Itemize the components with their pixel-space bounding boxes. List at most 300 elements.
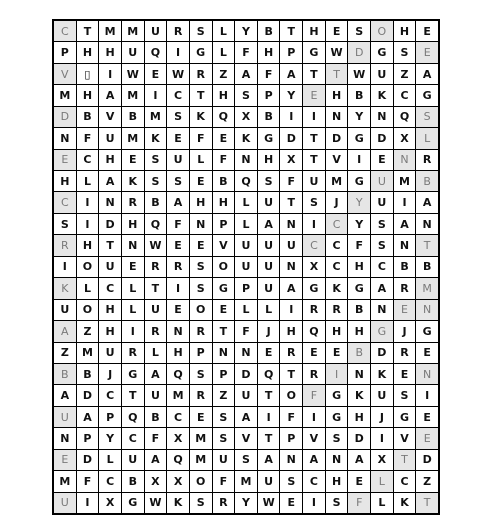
grid-cell: N (190, 214, 212, 234)
grid-cell: S (145, 150, 167, 170)
grid-cell: H (394, 21, 416, 41)
grid-cell: G (371, 42, 393, 62)
grid-cell: C (303, 235, 325, 255)
grid-cell: Y (348, 214, 370, 234)
grid-cell: O (190, 471, 212, 491)
grid-cell: G (348, 171, 370, 191)
grid-cell: H (348, 321, 370, 341)
grid-cell: B (122, 107, 144, 127)
grid-cell: Z (394, 64, 416, 84)
grid-cell: X (394, 128, 416, 148)
grid-cell: H (122, 214, 144, 234)
grid-cell: S (371, 214, 393, 234)
grid-cell: D (235, 364, 257, 384)
grid-cell: H (280, 321, 302, 341)
grid-cell: L (213, 21, 235, 41)
grid-cell: E (348, 471, 370, 491)
grid-cell: B (348, 300, 370, 320)
grid-cell: S (326, 428, 348, 448)
grid-cell: S (54, 214, 76, 234)
grid-cell: H (213, 192, 235, 212)
grid-cell: P (258, 85, 280, 105)
grid-cell: G (258, 128, 280, 148)
grid-cell: I (416, 385, 438, 405)
grid-cell: Z (54, 343, 76, 363)
grid-cell: S (190, 493, 212, 513)
grid-cell: B (258, 21, 280, 41)
grid-cell: I (258, 407, 280, 427)
grid-cell: I (303, 407, 325, 427)
grid-cell: K (190, 107, 212, 127)
grid-cell: H (348, 257, 370, 277)
grid-cell: L (258, 300, 280, 320)
grid-cell: I (394, 192, 416, 212)
grid-cell: H (77, 42, 99, 62)
grid-cell: A (235, 407, 257, 427)
grid-cell: B (77, 364, 99, 384)
grid-cell: W (348, 64, 370, 84)
grid-cell: O (190, 300, 212, 320)
grid-cell: N (280, 450, 302, 470)
grid-cell: P (280, 428, 302, 448)
grid-cell: G (122, 364, 144, 384)
grid-cell: R (122, 192, 144, 212)
grid-cell: C (167, 407, 189, 427)
grid-cell: N (235, 343, 257, 363)
grid-cell: B (416, 257, 438, 277)
grid-cell: J (326, 192, 348, 212)
grid-cell: R (145, 257, 167, 277)
grid-cell: D (371, 343, 393, 363)
grid-cell: M (145, 107, 167, 127)
grid-cell: G (213, 278, 235, 298)
grid-cell: H (303, 21, 325, 41)
grid-cell: B (348, 85, 370, 105)
grid-cell: A (303, 450, 325, 470)
grid-cell: I (326, 364, 348, 384)
grid-cell: R (122, 343, 144, 363)
grid-cell: C (394, 85, 416, 105)
grid-cell: T (416, 235, 438, 255)
grid-cell: L (122, 300, 144, 320)
grid-cell: A (145, 364, 167, 384)
grid-cell: U (213, 450, 235, 470)
grid-cell: C (122, 428, 144, 448)
grid-cell: F (303, 385, 325, 405)
grid-cell: Y (235, 21, 257, 41)
grid-cell: I (371, 428, 393, 448)
grid-cell: C (326, 214, 348, 234)
grid-cell: G (416, 85, 438, 105)
grid-cell: L (190, 150, 212, 170)
grid-cell: S (348, 21, 370, 41)
grid-cell: L (145, 343, 167, 363)
grid-cell: P (213, 364, 235, 384)
grid-cell: L (77, 278, 99, 298)
grid-cell: R (145, 321, 167, 341)
grid-cell: M (77, 343, 99, 363)
grid-cell: I (77, 214, 99, 234)
grid-cell: E (122, 257, 144, 277)
grid-cell: X (167, 471, 189, 491)
grid-cell: H (213, 85, 235, 105)
grid-cell: I (303, 214, 325, 234)
grid-cell: I (99, 64, 121, 84)
grid-cell: B (348, 343, 370, 363)
grid-cell: D (77, 450, 99, 470)
grid-cell: V (326, 150, 348, 170)
grid-cell: G (190, 42, 212, 62)
grid-cell: L (371, 493, 393, 513)
grid-cell: ▯ (77, 64, 99, 84)
grid-cell: C (54, 192, 76, 212)
grid-cell: S (167, 171, 189, 191)
grid-cell: V (54, 64, 76, 84)
grid-cell: T (326, 64, 348, 84)
grid-cell: R (190, 321, 212, 341)
grid-cell: U (99, 257, 121, 277)
grid-cell: U (54, 493, 76, 513)
grid-cell: R (280, 343, 302, 363)
grid-cell: M (394, 171, 416, 191)
grid-cell: X (145, 471, 167, 491)
grid-cell: J (99, 364, 121, 384)
grid-cell: I (122, 321, 144, 341)
grid-cell: I (303, 107, 325, 127)
grid-cell: N (326, 107, 348, 127)
grid-cell: K (167, 493, 189, 513)
grid-cell: Q (213, 107, 235, 127)
grid-cell: W (122, 64, 144, 84)
grid-cell: N (416, 300, 438, 320)
grid-cell: A (416, 64, 438, 84)
grid-cell: X (167, 428, 189, 448)
grid-cell: Y (280, 85, 302, 105)
grid-cell: Y (99, 428, 121, 448)
grid-cell: F (77, 128, 99, 148)
grid-cell: H (99, 321, 121, 341)
grid-cell: S (394, 385, 416, 405)
grid-cell: W (258, 493, 280, 513)
grid-cell: E (122, 150, 144, 170)
grid-cell: G (326, 407, 348, 427)
grid-cell: C (99, 278, 121, 298)
grid-cell: U (371, 64, 393, 84)
grid-cell: X (280, 150, 302, 170)
grid-cell: L (213, 42, 235, 62)
grid-cell: J (394, 321, 416, 341)
grid-cell: S (280, 471, 302, 491)
grid-cell: T (416, 493, 438, 513)
grid-cell: N (54, 128, 76, 148)
grid-cell: L (416, 128, 438, 148)
grid-cell: N (54, 428, 76, 448)
grid-cell: T (190, 85, 212, 105)
grid-cell: I (54, 257, 76, 277)
grid-cell: T (280, 192, 302, 212)
grid-cell: G (303, 278, 325, 298)
grid-cell: E (416, 407, 438, 427)
grid-cell: B (416, 171, 438, 191)
grid-cell: A (416, 192, 438, 212)
grid-cell: T (280, 21, 302, 41)
grid-cell: N (99, 192, 121, 212)
grid-cell: O (77, 300, 99, 320)
grid-cell: Z (416, 471, 438, 491)
grid-cell: Q (167, 364, 189, 384)
grid-cell: E (213, 128, 235, 148)
grid-cell: E (190, 235, 212, 255)
grid-cell: F (213, 150, 235, 170)
grid-cell: H (99, 42, 121, 62)
grid-cell: S (145, 171, 167, 191)
grid-cell: D (54, 107, 76, 127)
grid-cell: G (326, 385, 348, 405)
grid-cell: F (280, 407, 302, 427)
grid-cell: U (122, 42, 144, 62)
grid-cell: K (371, 364, 393, 384)
grid-cell: A (54, 321, 76, 341)
grid-cell: G (394, 407, 416, 427)
grid-cell: E (326, 21, 348, 41)
grid-cell: R (190, 64, 212, 84)
grid-cell: T (213, 321, 235, 341)
grid-cell: R (54, 235, 76, 255)
grid-cell: K (326, 278, 348, 298)
grid-cell: O (371, 21, 393, 41)
grid-cell: K (145, 128, 167, 148)
grid-cell: Y (348, 107, 370, 127)
grid-cell: Q (167, 450, 189, 470)
grid-cell: N (394, 235, 416, 255)
grid-cell: U (145, 300, 167, 320)
grid-cell: N (280, 257, 302, 277)
grid-cell: E (303, 85, 325, 105)
grid-cell: D (77, 385, 99, 405)
grid-cell: I (303, 493, 325, 513)
grid-cell: F (258, 64, 280, 84)
grid-cell: M (167, 385, 189, 405)
grid-cell: L (235, 192, 257, 212)
grid-cell: K (394, 493, 416, 513)
grid-cell: B (213, 171, 235, 191)
grid-cell: T (258, 428, 280, 448)
grid-cell: D (280, 128, 302, 148)
grid-cell: Y (235, 493, 257, 513)
grid-cell: Y (348, 192, 370, 212)
grid-cell: R (326, 300, 348, 320)
grid-cell: K (371, 85, 393, 105)
grid-cell: H (77, 235, 99, 255)
grid-cell: V (303, 428, 325, 448)
grid-cell: A (258, 450, 280, 470)
grid-cell: A (280, 64, 302, 84)
grid-cell: E (167, 235, 189, 255)
grid-cell: E (394, 300, 416, 320)
grid-cell: X (99, 493, 121, 513)
grid-cell: I (77, 493, 99, 513)
grid-cell: W (145, 493, 167, 513)
grid-cell: W (326, 42, 348, 62)
grid-cell: B (145, 192, 167, 212)
grid-cell: N (348, 364, 370, 384)
grid-cell: H (348, 407, 370, 427)
grid-cell: T (303, 150, 325, 170)
grid-cell: U (235, 385, 257, 405)
grid-cell: N (416, 364, 438, 384)
grid-cell: C (99, 385, 121, 405)
grid-cell: F (348, 235, 370, 255)
grid-cell: M (326, 171, 348, 191)
grid-cell: H (326, 471, 348, 491)
grid-cell: E (190, 171, 212, 191)
grid-cell: U (54, 407, 76, 427)
grid-cell: N (167, 321, 189, 341)
grid-cell: F (190, 128, 212, 148)
grid-cell: U (258, 257, 280, 277)
grid-cell: S (258, 171, 280, 191)
grid-cell: R (167, 257, 189, 277)
grid-cell: R (394, 343, 416, 363)
grid-cell: M (122, 21, 144, 41)
grid-cell: W (167, 64, 189, 84)
grid-cell: R (190, 385, 212, 405)
grid-cell: A (371, 278, 393, 298)
grid-cell: C (303, 471, 325, 491)
grid-cell: E (258, 343, 280, 363)
grid-cell: K (348, 385, 370, 405)
grid-cell: E (303, 343, 325, 363)
grid-cell: X (303, 257, 325, 277)
grid-cell: G (303, 42, 325, 62)
grid-cell: N (235, 150, 257, 170)
grid-cell: S (167, 107, 189, 127)
grid-cell: B (54, 364, 76, 384)
grid-cell: L (122, 278, 144, 298)
grid-cell: U (258, 471, 280, 491)
grid-cell: M (99, 21, 121, 41)
grid-cell: T (303, 64, 325, 84)
grid-cell: B (77, 107, 99, 127)
grid-cell: E (54, 450, 76, 470)
grid-cell: H (258, 42, 280, 62)
grid-cell: M (54, 471, 76, 491)
grid-cell: P (54, 42, 76, 62)
grid-cell: C (167, 85, 189, 105)
grid-cell: T (122, 385, 144, 405)
grid-cell: M (190, 450, 212, 470)
grid-cell: T (280, 364, 302, 384)
grid-cell: X (371, 450, 393, 470)
grid-cell: V (213, 235, 235, 255)
grid-cell: U (371, 171, 393, 191)
grid-cell: J (371, 407, 393, 427)
grid-cell: E (416, 42, 438, 62)
grid-cell: N (371, 300, 393, 320)
grid-cell: A (280, 278, 302, 298)
grid-cell: U (371, 385, 393, 405)
grid-cell: E (280, 493, 302, 513)
grid-cell: D (348, 42, 370, 62)
grid-cell: S (416, 107, 438, 127)
grid-cell: D (371, 128, 393, 148)
grid-cell: U (145, 385, 167, 405)
grid-cell: G (371, 321, 393, 341)
grid-cell: D (99, 214, 121, 234)
grid-cell: G (122, 493, 144, 513)
grid-cell: J (258, 321, 280, 341)
grid-cell: R (167, 21, 189, 41)
grid-cell: E (190, 407, 212, 427)
grid-cell: O (280, 385, 302, 405)
grid-cell: T (394, 450, 416, 470)
grid-cell: K (235, 128, 257, 148)
grid-cell: C (54, 21, 76, 41)
grid-cell: S (394, 42, 416, 62)
grid-cell: U (258, 235, 280, 255)
grid-cell: R (303, 364, 325, 384)
grid-cell: N (394, 150, 416, 170)
grid-cell: I (167, 278, 189, 298)
grid-cell: E (213, 300, 235, 320)
grid-cell: S (326, 493, 348, 513)
grid-cell: C (99, 471, 121, 491)
grid-cell: O (213, 257, 235, 277)
grid-cell: P (77, 428, 99, 448)
grid-cell: N (416, 214, 438, 234)
grid-cell: H (167, 343, 189, 363)
grid-cell: E (326, 343, 348, 363)
grid-cell: U (280, 235, 302, 255)
grid-cell: U (145, 21, 167, 41)
grid-cell: R (213, 493, 235, 513)
grid-cell: A (54, 385, 76, 405)
grid-cell: I (77, 192, 99, 212)
grid-cell: N (326, 450, 348, 470)
grid-cell: A (348, 450, 370, 470)
grid-cell: S (190, 257, 212, 277)
grid-cell: D (416, 450, 438, 470)
grid-cell: K (54, 278, 76, 298)
grid-cell: L (371, 471, 393, 491)
grid-cell: R (416, 150, 438, 170)
grid-cell: W (145, 235, 167, 255)
grid-cell: P (213, 214, 235, 234)
grid-cell: F (235, 42, 257, 62)
grid-cell: A (258, 214, 280, 234)
grid-cell: B (394, 257, 416, 277)
grid-cell: A (77, 407, 99, 427)
grid-cell: S (213, 407, 235, 427)
grid-cell: A (167, 192, 189, 212)
grid-cell: P (280, 42, 302, 62)
grid-cell: F (167, 214, 189, 234)
grid-cell: L (77, 171, 99, 191)
grid-cell: Q (258, 364, 280, 384)
grid-cell: E (416, 428, 438, 448)
grid-cell: E (167, 128, 189, 148)
grid-cell: V (99, 107, 121, 127)
grid-cell: S (235, 85, 257, 105)
grid-cell: H (326, 321, 348, 341)
grid-cell: U (99, 343, 121, 363)
grid-cell: P (190, 343, 212, 363)
grid-cell: T (99, 235, 121, 255)
grid-cell: U (122, 450, 144, 470)
grid-cell: B (258, 107, 280, 127)
grid-cell: I (348, 150, 370, 170)
grid-cell: G (348, 128, 370, 148)
